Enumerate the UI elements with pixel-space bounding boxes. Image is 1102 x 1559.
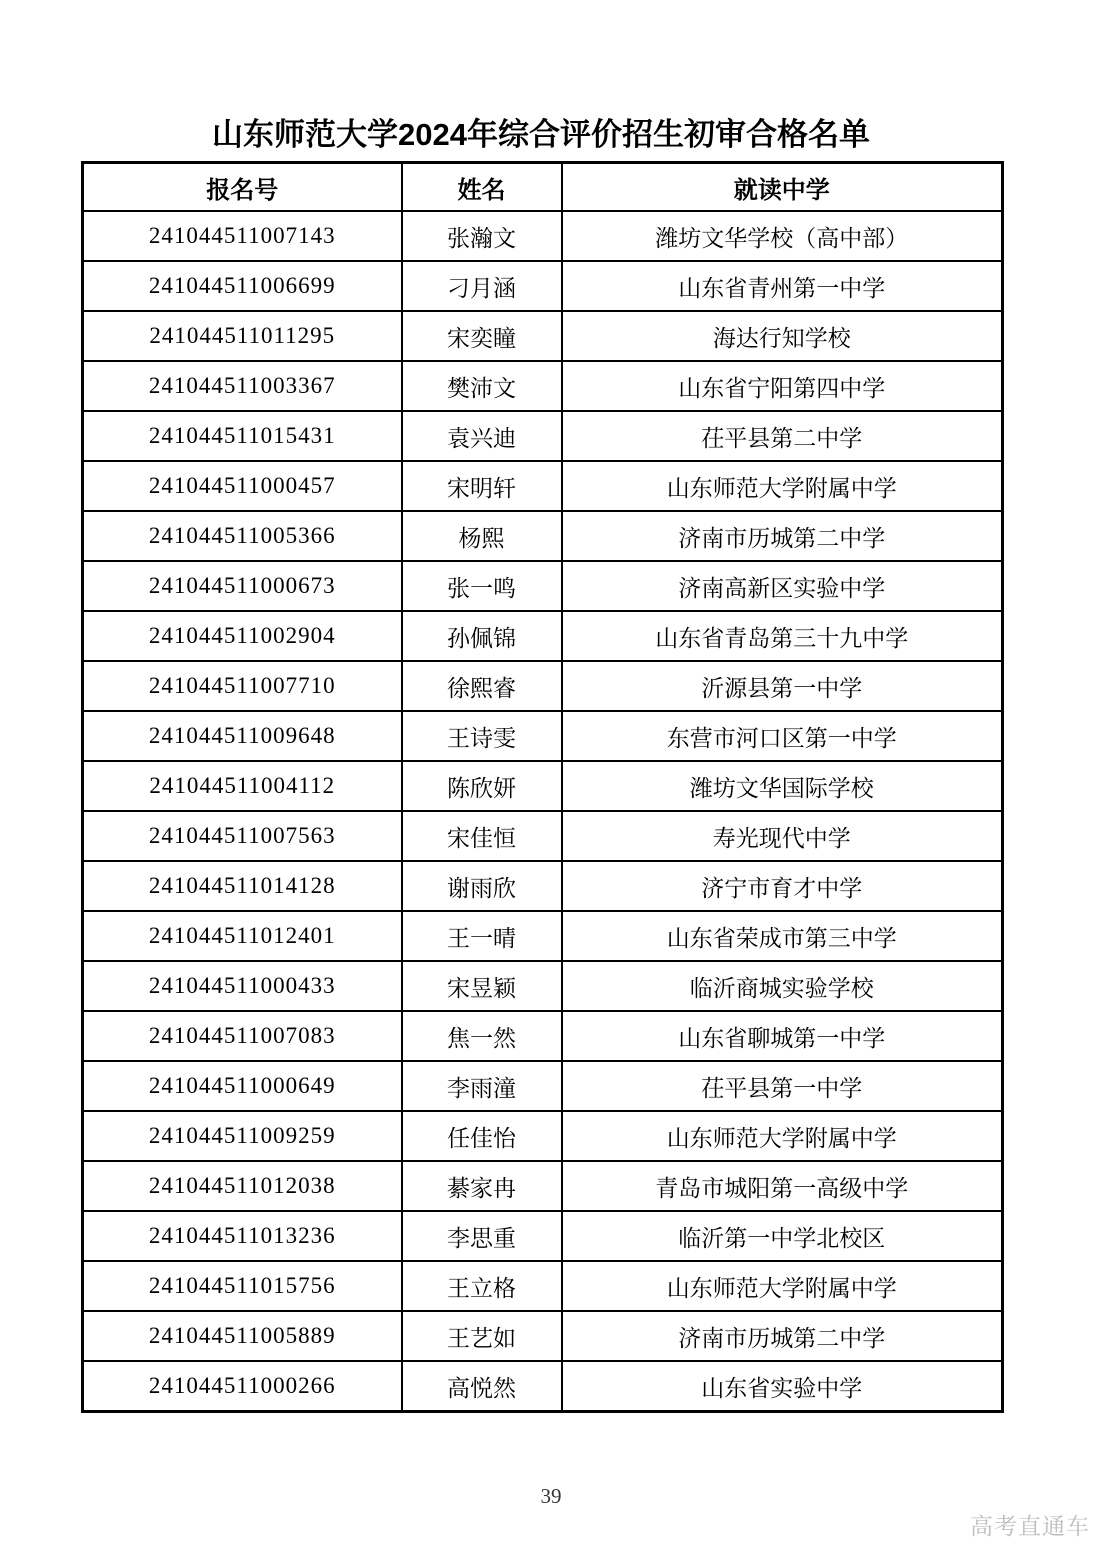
- student-name-cell: 宋佳恒: [402, 811, 562, 861]
- school-cell: 潍坊文华国际学校: [562, 761, 1003, 811]
- registration-number-cell: 241044511000266: [83, 1361, 402, 1412]
- table-row: [83, 261, 1003, 311]
- table-row: [83, 1211, 1003, 1261]
- registration-number-cell: 241044511005889: [83, 1311, 402, 1361]
- student-name-cell: 孙佩锦: [402, 611, 562, 661]
- registration-number-cell: 241044511007563: [83, 811, 402, 861]
- header-row: [83, 163, 1003, 212]
- registration-number-cell: 241044511014128: [83, 861, 402, 911]
- student-name-cell: 宋昱颖: [402, 961, 562, 1011]
- school-cell: 临沂第一中学北校区: [562, 1211, 1003, 1261]
- table-row: [83, 1261, 1003, 1311]
- header-school: 就读中学: [562, 163, 1003, 212]
- registration-number-cell: 241044511009648: [83, 711, 402, 761]
- school-cell: 沂源县第一中学: [562, 661, 1003, 711]
- student-name-cell: 宋奕瞳: [402, 311, 562, 361]
- table-row: [83, 411, 1003, 461]
- registration-number-cell: 241044511002904: [83, 611, 402, 661]
- roster-table: [81, 161, 1004, 1413]
- registration-number-cell: 241044511012038: [83, 1161, 402, 1211]
- student-name-cell: 任佳怡: [402, 1111, 562, 1161]
- registration-number-cell: 241044511011295: [83, 311, 402, 361]
- school-cell: 济南市历城第二中学: [562, 511, 1003, 561]
- student-name-cell: 杨熙: [402, 511, 562, 561]
- school-cell: 山东师范大学附属中学: [562, 461, 1003, 511]
- student-name-cell: 王立格: [402, 1261, 562, 1311]
- school-cell: 潍坊文华学校（高中部）: [562, 211, 1003, 261]
- school-cell: 茌平县第二中学: [562, 411, 1003, 461]
- school-cell: 东营市河口区第一中学: [562, 711, 1003, 761]
- registration-number-cell: 241044511006699: [83, 261, 402, 311]
- table-row: [83, 861, 1003, 911]
- table-row: [83, 661, 1003, 711]
- registration-number-cell: 241044511013236: [83, 1211, 402, 1261]
- school-cell: 山东师范大学附属中学: [562, 1111, 1003, 1161]
- school-cell: 青岛市城阳第一高级中学: [562, 1161, 1003, 1211]
- table-row: [83, 511, 1003, 561]
- table-row: [83, 711, 1003, 761]
- table-body: [83, 211, 1003, 1412]
- registration-number-cell: 241044511012401: [83, 911, 402, 961]
- student-name-cell: 高悦然: [402, 1361, 562, 1412]
- student-name-cell: 李思重: [402, 1211, 562, 1261]
- school-cell: 山东省宁阳第四中学: [562, 361, 1003, 411]
- registration-number-cell: 241044511007143: [83, 211, 402, 261]
- registration-number-cell: 241044511000673: [83, 561, 402, 611]
- registration-number-cell: 241044511000433: [83, 961, 402, 1011]
- table-row: [83, 361, 1003, 411]
- header-registration-number: 报名号: [83, 163, 402, 212]
- registration-number-cell: 241044511004112: [83, 761, 402, 811]
- student-name-cell: 陈欣妍: [402, 761, 562, 811]
- student-name-cell: 王一晴: [402, 911, 562, 961]
- table-row: [83, 761, 1003, 811]
- table-row: [83, 211, 1003, 261]
- school-cell: 山东省实验中学: [562, 1361, 1003, 1412]
- student-name-cell: 张瀚文: [402, 211, 562, 261]
- table-row: [83, 461, 1003, 511]
- student-name-cell: 袁兴迪: [402, 411, 562, 461]
- table-row: [83, 1111, 1003, 1161]
- school-cell: 临沂商城实验学校: [562, 961, 1003, 1011]
- registration-number-cell: 241044511015756: [83, 1261, 402, 1311]
- school-cell: 茌平县第一中学: [562, 1061, 1003, 1111]
- student-name-cell: 刁月涵: [402, 261, 562, 311]
- student-name-cell: 王诗雯: [402, 711, 562, 761]
- student-name-cell: 樊沛文: [402, 361, 562, 411]
- table-row: [83, 611, 1003, 661]
- school-cell: 山东省聊城第一中学: [562, 1011, 1003, 1061]
- school-cell: 寿光现代中学: [562, 811, 1003, 861]
- table-row: [83, 811, 1003, 861]
- student-name-cell: 焦一然: [402, 1011, 562, 1061]
- table-row: [83, 961, 1003, 1011]
- table-row: [83, 561, 1003, 611]
- table-row: [83, 1361, 1003, 1412]
- registration-number-cell: 241044511007083: [83, 1011, 402, 1061]
- registration-number-cell: 241044511015431: [83, 411, 402, 461]
- page-number: 39: [540, 1484, 562, 1508]
- student-name-cell: 宋明轩: [402, 461, 562, 511]
- registration-number-cell: 241044511000457: [83, 461, 402, 511]
- student-name-cell: 王艺如: [402, 1311, 562, 1361]
- school-cell: 济宁市育才中学: [562, 861, 1003, 911]
- header-student-name: 姓名: [402, 163, 562, 212]
- table-row: [83, 311, 1003, 361]
- school-cell: 济南市历城第二中学: [562, 1311, 1003, 1361]
- registration-number-cell: 241044511005366: [83, 511, 402, 561]
- student-name-cell: 徐熙睿: [402, 661, 562, 711]
- registration-number-cell: 241044511007710: [83, 661, 402, 711]
- registration-number-cell: 241044511009259: [83, 1111, 402, 1161]
- table-row: [83, 1061, 1003, 1111]
- student-name-cell: 张一鸣: [402, 561, 562, 611]
- watermark-gaokao-zhitongche: 高考直通车: [970, 1513, 1090, 1539]
- school-cell: 海达行知学校: [562, 311, 1003, 361]
- school-cell: 济南高新区实验中学: [562, 561, 1003, 611]
- table-row: [83, 911, 1003, 961]
- table-row: [83, 1311, 1003, 1361]
- page-title: 山东师范大学2024年综合评价招生初审合格名单: [212, 117, 870, 152]
- registration-number-cell: 241044511003367: [83, 361, 402, 411]
- table-row: [83, 1161, 1003, 1211]
- table-row: [83, 1011, 1003, 1061]
- registration-number-cell: 241044511000649: [83, 1061, 402, 1111]
- school-cell: 山东师范大学附属中学: [562, 1261, 1003, 1311]
- student-name-cell: 綦家冉: [402, 1161, 562, 1211]
- student-name-cell: 谢雨欣: [402, 861, 562, 911]
- school-cell: 山东省青州第一中学: [562, 261, 1003, 311]
- student-name-cell: 李雨潼: [402, 1061, 562, 1111]
- school-cell: 山东省荣成市第三中学: [562, 911, 1003, 961]
- school-cell: 山东省青岛第三十九中学: [562, 611, 1003, 661]
